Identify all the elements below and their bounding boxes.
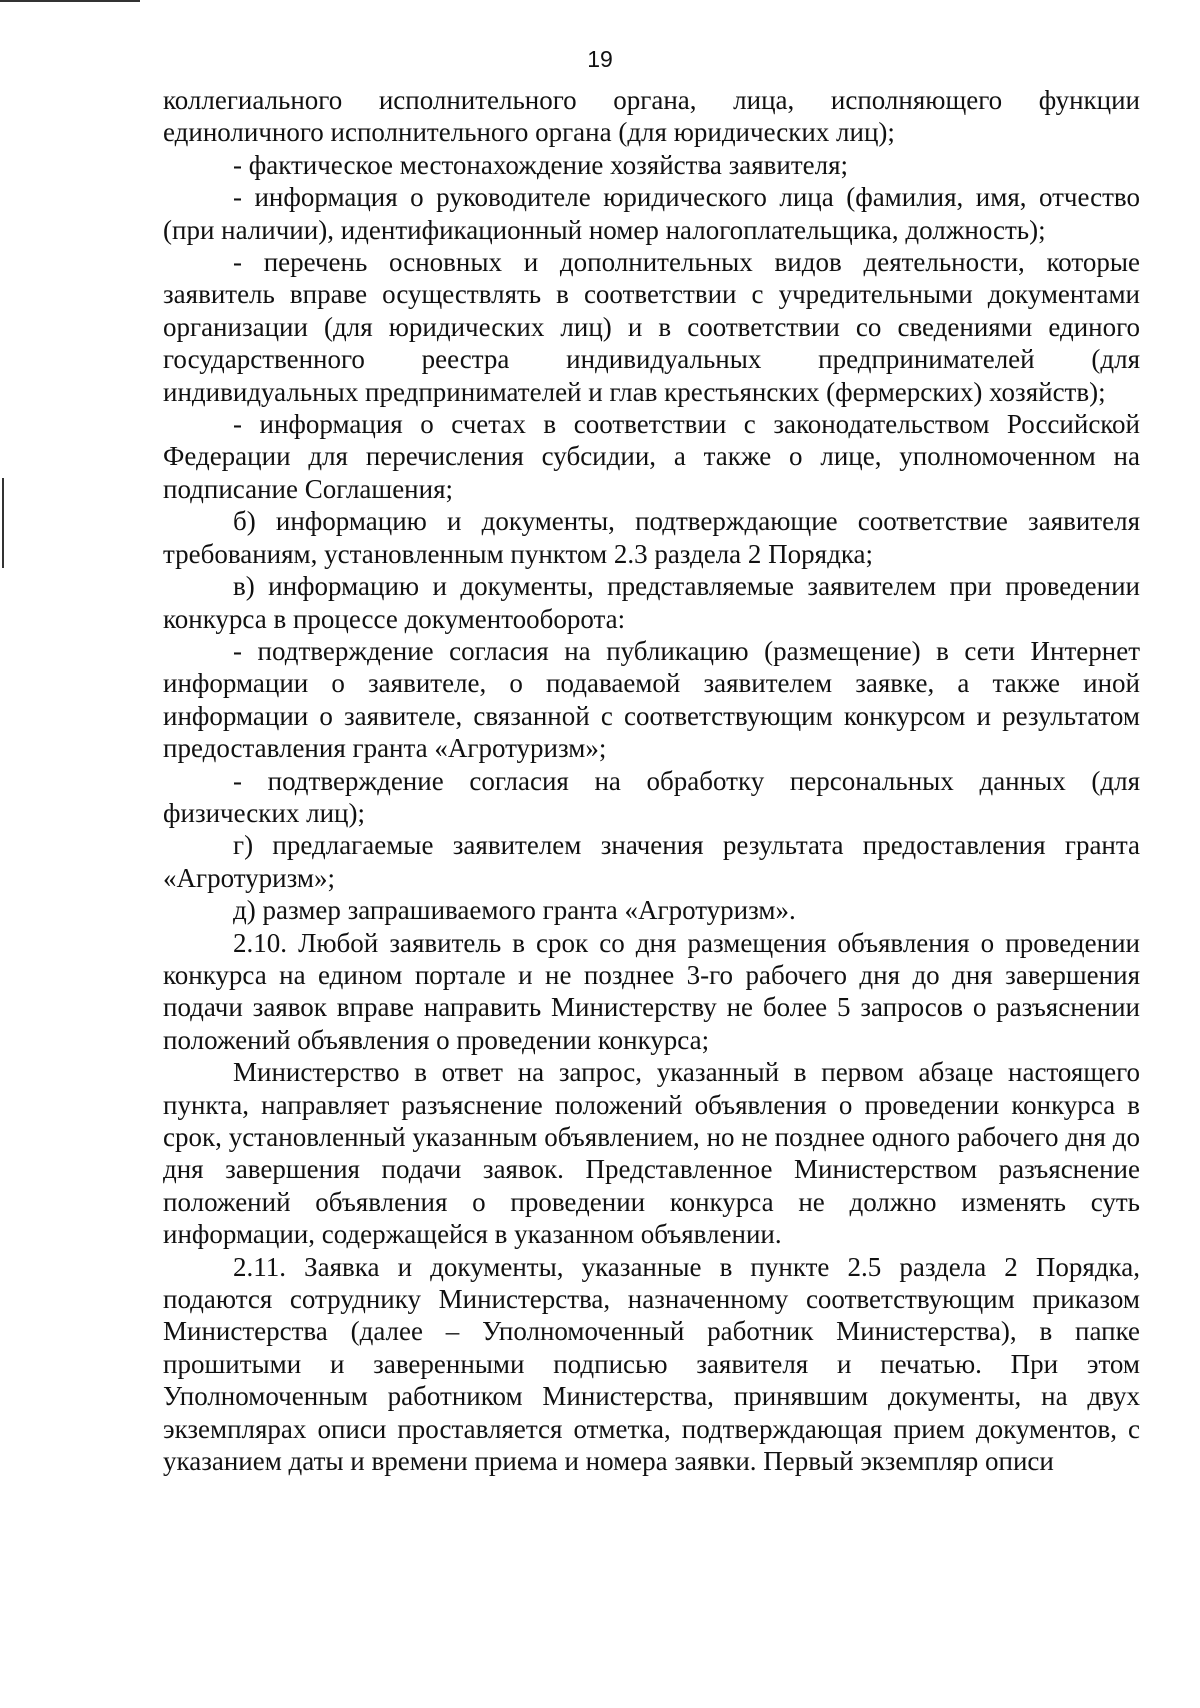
- paragraph: д) размер запрашиваемого гранта «Агротуризм».: [233, 895, 796, 926]
- paragraph: в) информацию и документы, представляемые заявителем при проведении конкурса в процессе документооборота:: [163, 571, 1140, 634]
- paragraph: - информация о руководителе юридического лица (фамилия, имя, отчество (при наличии), идентификационный номер налогоплательщика, должность);: [163, 182, 1140, 245]
- paragraph: - фактическое местонахождение хозяйства заявителя;: [233, 149, 849, 180]
- document-body: [163, 84, 1140, 1477]
- scan-edge-mark: [0, 0, 140, 6]
- paragraph: 2.10. Любой заявитель в срок со дня размещения объявления о проведении конкурса на едином портале и не позднее 3-го рабочего дня до дня завершения подачи заявок вправе направить Министерству не более 5 запросов о разъяснении положений объявления о проведении конкурса;: [163, 927, 1140, 1055]
- paragraph: - подтверждение согласия на обработку персональных данных (для физических лиц);: [163, 765, 1140, 828]
- paragraph: - перечень основных и дополнительных видов деятельности, которые заявитель вправе осуществлять в соответствии с учредительными документами организации (для юридических лиц) и в соответствии со сведениями единого государственного реестра индивидуальных предпринимателей (для индивидуальных предпринимателей и глав крестьянских (фермерских) хозяйств);: [163, 247, 1140, 407]
- paragraph: Министерство в ответ на запрос, указанный в первом абзаце настоящего пункта, направляет разъяснение положений объявления о проведении конкурса в срок, установленный указанным объявлением, но не позднее одного рабочего дня до дня завершения подачи заявок. Представленное Министерством разъяснение положений объявления о проведении конкурса не должно изменять суть информации, содержащейся в указанном объявлении.: [163, 1057, 1140, 1250]
- paragraph: 2.11. Заявка и документы, указанные в пункте 2.5 раздела 2 Порядка, подаются сотруднику Министерства, назначенному соответствующим приказом Министерства (далее – Уполномоченный работник Министерства), в папке прошитыми и заверенными подписью заявителя и печатью. При этом Уполномоченным работником Министерства, принявшим документы, на двух экземплярах описи проставляется отметка, подтверждающая прием документов, с указанием даты и времени приема и номера заявки. Первый экземпляр описи: [163, 1251, 1140, 1477]
- paragraph: коллегиального исполнительного органа, лица, исполняющего функции единоличного исполнительного органа (для юридических лиц);: [163, 85, 1140, 148]
- paragraph: б) информацию и документы, подтверждающие соответствие заявителя требованиям, установленным пунктом 2.3 раздела 2 Порядка;: [163, 506, 1140, 569]
- page-number: 19: [587, 46, 613, 72]
- paragraph: г) предлагаемые заявителем значения результата предоставления гранта «Агротуризм»;: [163, 830, 1140, 893]
- paragraph: - подтверждение согласия на публикацию (размещение) в сети Интернет информации о заявителе, о подаваемой заявителем заявке, а также иной информации о заявителе, связанной с соответствующим конкурсом и результатом предоставления гранта «Агротуризм»;: [163, 635, 1140, 764]
- paragraph: - информация о счетах в соответствии с законодательством Российской Федерации для перечисления субсидии, а также о лице, уполномоченном на подписание Соглашения;: [163, 409, 1140, 504]
- scan-edge-mark: [2, 478, 4, 568]
